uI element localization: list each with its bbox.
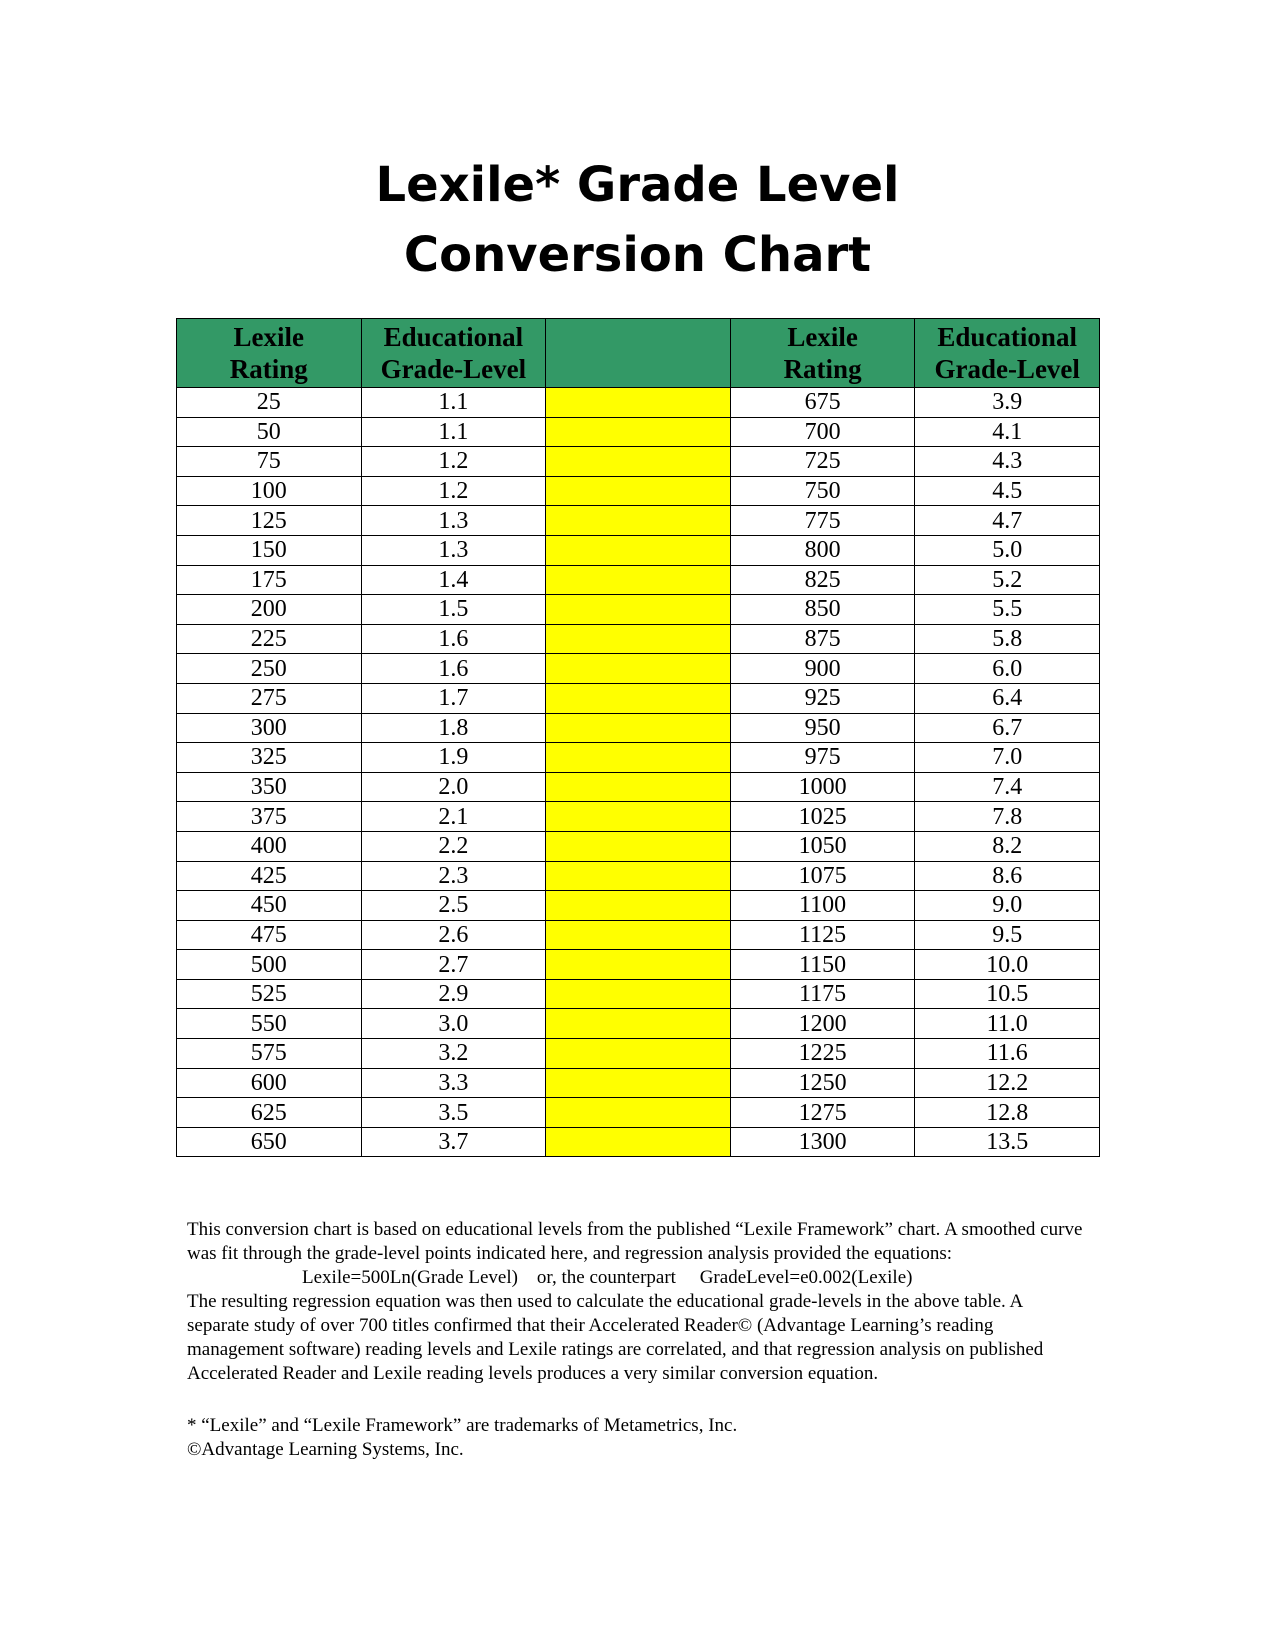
- table-row: [177, 831, 1100, 861]
- grade-right-cell: 5.5: [915, 595, 1100, 625]
- spacer-cell: [546, 565, 731, 595]
- grade-right-cell: 4.3: [915, 447, 1100, 477]
- table-row: [177, 950, 1100, 980]
- notes-paragraph-1: This conversion chart is based on educational levels from the published “Lexile Framework” chart. A smoothed curve was fit through the grade-level points indicated here, and regression analysis provided the equations:: [187, 1219, 1083, 1264]
- grade-right-cell: 7.0: [915, 743, 1100, 773]
- table-row: [177, 1098, 1100, 1128]
- grade-left-cell: 2.6: [361, 920, 546, 950]
- trademark-note: * “Lexile” and “Lexile Framework” are trademarks of Metametrics, Inc.: [187, 1415, 738, 1436]
- grade-left-cell: 1.7: [361, 683, 546, 713]
- table-row: [177, 417, 1100, 447]
- lexile-right-cell: 675: [730, 388, 915, 418]
- lexile-right-cell: 1075: [730, 861, 915, 891]
- table-row: [177, 654, 1100, 684]
- lexile-right-cell: 875: [730, 624, 915, 654]
- spacer-cell: [546, 506, 731, 536]
- grade-right-cell: 7.4: [915, 772, 1100, 802]
- lexile-left-cell: 225: [177, 624, 362, 654]
- lexile-right-cell: 1125: [730, 920, 915, 950]
- grade-left-cell: 1.3: [361, 506, 546, 536]
- table-row: [177, 447, 1100, 477]
- lexile-right-cell: 850: [730, 595, 915, 625]
- notes-paragraph-2: The resulting regression equation was then used to calculate the educational grade-levels in the above table. A separate study of over 700 titles confirmed that their Accelerated Reader© (Advantage Learning’s reading management software) reading levels and Lexile ratings are correlated, and that regression analysis on published Accelerated Reader and Lexile reading levels produces a very similar conversion equation.: [187, 1291, 1044, 1384]
- lexile-right-cell: 975: [730, 743, 915, 773]
- table-row: [177, 713, 1100, 743]
- table-row: [177, 802, 1100, 832]
- grade-right-cell: 6.4: [915, 683, 1100, 713]
- spacer-cell: [546, 713, 731, 743]
- spacer-cell: [546, 920, 731, 950]
- lexile-left-cell: 550: [177, 1009, 362, 1039]
- lexile-right-cell: 1225: [730, 1039, 915, 1069]
- lexile-left-cell: 425: [177, 861, 362, 891]
- spacer-cell: [546, 831, 731, 861]
- lexile-right-cell: 1150: [730, 950, 915, 980]
- lexile-right-cell: 1025: [730, 802, 915, 832]
- spacer-cell: [546, 388, 731, 418]
- grade-left-cell: 1.1: [361, 388, 546, 418]
- grade-right-cell: 9.5: [915, 920, 1100, 950]
- lexile-right-cell: 1175: [730, 979, 915, 1009]
- table-row: [177, 624, 1100, 654]
- spacer-cell: [546, 1127, 731, 1157]
- grade-left-cell: 3.2: [361, 1039, 546, 1069]
- table-row: [177, 506, 1100, 536]
- grade-left-cell: 2.2: [361, 831, 546, 861]
- grade-left-cell: 1.2: [361, 447, 546, 477]
- spacer-cell: [546, 447, 731, 477]
- spacer-cell: [546, 417, 731, 447]
- grade-left-cell: 3.0: [361, 1009, 546, 1039]
- header-text: Educational: [383, 322, 524, 352]
- table-row: [177, 476, 1100, 506]
- grade-left-cell: 2.3: [361, 861, 546, 891]
- grade-right-cell: 8.6: [915, 861, 1100, 891]
- lexile-left-cell: 50: [177, 417, 362, 447]
- lexile-right-cell: 1100: [730, 891, 915, 921]
- table-row: [177, 565, 1100, 595]
- grade-left-cell: 1.9: [361, 743, 546, 773]
- lexile-left-cell: 275: [177, 683, 362, 713]
- grade-right-cell: 5.0: [915, 535, 1100, 565]
- spacer-cell: [546, 654, 731, 684]
- table-row: [177, 979, 1100, 1009]
- grade-left-cell: 1.6: [361, 654, 546, 684]
- table-body: [177, 388, 1100, 1157]
- lexile-right-cell: 700: [730, 417, 915, 447]
- lexile-right-cell: 1300: [730, 1127, 915, 1157]
- lexile-left-cell: 475: [177, 920, 362, 950]
- lexile-right-cell: 950: [730, 713, 915, 743]
- lexile-left-cell: 25: [177, 388, 362, 418]
- grade-left-cell: 1.2: [361, 476, 546, 506]
- header-lexile-left: [177, 319, 362, 388]
- lexile-left-cell: 125: [177, 506, 362, 536]
- header-text: Grade-Level: [934, 354, 1080, 384]
- lexile-left-cell: 500: [177, 950, 362, 980]
- table-row: [177, 920, 1100, 950]
- grade-left-cell: 1.5: [361, 595, 546, 625]
- spacer-cell: [546, 683, 731, 713]
- spacer-cell: [546, 624, 731, 654]
- lexile-right-cell: 1275: [730, 1098, 915, 1128]
- grade-right-cell: 12.8: [915, 1098, 1100, 1128]
- grade-right-cell: 11.6: [915, 1039, 1100, 1069]
- spacer-cell: [546, 743, 731, 773]
- spacer-cell: [546, 772, 731, 802]
- page-title-line2: Conversion Chart: [403, 227, 872, 283]
- table-row: [177, 1127, 1100, 1157]
- lexile-left-cell: 175: [177, 565, 362, 595]
- copyright-note: ©Advantage Learning Systems, Inc.: [187, 1439, 464, 1460]
- lexile-left-cell: 75: [177, 447, 362, 477]
- grade-left-cell: 3.3: [361, 1068, 546, 1098]
- grade-right-cell: 7.8: [915, 802, 1100, 832]
- grade-right-cell: 3.9: [915, 388, 1100, 418]
- notes-section: [187, 1218, 1087, 1462]
- table-row: [177, 1039, 1100, 1069]
- lexile-right-cell: 1050: [730, 831, 915, 861]
- table-row: [177, 772, 1100, 802]
- grade-right-cell: 4.1: [915, 417, 1100, 447]
- spacer-cell: [546, 1098, 731, 1128]
- grade-right-cell: 4.5: [915, 476, 1100, 506]
- lexile-right-cell: 775: [730, 506, 915, 536]
- header-text: Lexile: [787, 322, 858, 352]
- lexile-left-cell: 250: [177, 654, 362, 684]
- table-row: [177, 595, 1100, 625]
- header-grade-left: [361, 319, 546, 388]
- header-text: Lexile: [233, 322, 305, 352]
- lexile-right-cell: 925: [730, 683, 915, 713]
- table-row: [177, 891, 1100, 921]
- header-text: Educational: [937, 322, 1077, 352]
- grade-left-cell: 2.1: [361, 802, 546, 832]
- spacer-cell: [546, 979, 731, 1009]
- grade-left-cell: 1.4: [361, 565, 546, 595]
- spacer-cell: [546, 1039, 731, 1069]
- grade-left-cell: 1.3: [361, 535, 546, 565]
- spacer-cell: [546, 535, 731, 565]
- grade-right-cell: 6.0: [915, 654, 1100, 684]
- lexile-left-cell: 200: [177, 595, 362, 625]
- table-row: [177, 861, 1100, 891]
- lexile-right-cell: 825: [730, 565, 915, 595]
- page-title-line1: Lexile* Grade Level: [375, 157, 900, 213]
- grade-left-cell: 2.0: [361, 772, 546, 802]
- conversion-table: [176, 318, 1100, 1157]
- spacer-cell: [546, 1009, 731, 1039]
- lexile-left-cell: 575: [177, 1039, 362, 1069]
- regression-equation: Lexile=500Ln(Grade Level) or, the counterpart GradeLevel=e0.002(Lexile): [302, 1267, 913, 1288]
- grade-right-cell: 11.0: [915, 1009, 1100, 1039]
- grade-right-cell: 10.0: [915, 950, 1100, 980]
- grade-left-cell: 2.7: [361, 950, 546, 980]
- lexile-left-cell: 650: [177, 1127, 362, 1157]
- table-row: [177, 743, 1100, 773]
- header-grade-right: [915, 319, 1100, 388]
- grade-right-cell: 10.5: [915, 979, 1100, 1009]
- grade-right-cell: 13.5: [915, 1127, 1100, 1157]
- lexile-right-cell: 1200: [730, 1009, 915, 1039]
- spacer-cell: [546, 891, 731, 921]
- grade-left-cell: 2.5: [361, 891, 546, 921]
- lexile-right-cell: 750: [730, 476, 915, 506]
- table-row: [177, 683, 1100, 713]
- grade-right-cell: 9.0: [915, 891, 1100, 921]
- grade-left-cell: 2.9: [361, 979, 546, 1009]
- grade-right-cell: 6.7: [915, 713, 1100, 743]
- lexile-left-cell: 325: [177, 743, 362, 773]
- table-row: [177, 1068, 1100, 1098]
- lexile-left-cell: 625: [177, 1098, 362, 1128]
- header-spacer: [546, 319, 731, 388]
- spacer-cell: [546, 595, 731, 625]
- lexile-left-cell: 350: [177, 772, 362, 802]
- lexile-left-cell: 375: [177, 802, 362, 832]
- lexile-left-cell: 600: [177, 1068, 362, 1098]
- lexile-left-cell: 100: [177, 476, 362, 506]
- spacer-cell: [546, 1068, 731, 1098]
- grade-right-cell: 12.2: [915, 1068, 1100, 1098]
- spacer-cell: [546, 802, 731, 832]
- lexile-left-cell: 525: [177, 979, 362, 1009]
- table-row: [177, 535, 1100, 565]
- lexile-left-cell: 400: [177, 831, 362, 861]
- grade-right-cell: 4.7: [915, 506, 1100, 536]
- lexile-left-cell: 450: [177, 891, 362, 921]
- lexile-left-cell: 150: [177, 535, 362, 565]
- spacer-cell: [546, 861, 731, 891]
- lexile-right-cell: 725: [730, 447, 915, 477]
- header-text: Grade-Level: [380, 354, 527, 384]
- lexile-right-cell: 1250: [730, 1068, 915, 1098]
- grade-left-cell: 1.1: [361, 417, 546, 447]
- header-text: Rating: [783, 354, 862, 384]
- lexile-right-cell: 900: [730, 654, 915, 684]
- header-lexile-right: [730, 319, 915, 388]
- grade-left-cell: 1.6: [361, 624, 546, 654]
- grade-left-cell: 3.7: [361, 1127, 546, 1157]
- grade-right-cell: 5.2: [915, 565, 1100, 595]
- grade-left-cell: 1.8: [361, 713, 546, 743]
- grade-left-cell: 3.5: [361, 1098, 546, 1128]
- header-text: Rating: [229, 354, 308, 384]
- table-header-row: [177, 319, 1100, 388]
- table-row: [177, 1009, 1100, 1039]
- grade-right-cell: 5.8: [915, 624, 1100, 654]
- lexile-left-cell: 300: [177, 713, 362, 743]
- lexile-right-cell: 800: [730, 535, 915, 565]
- table-row: [177, 388, 1100, 418]
- spacer-cell: [546, 476, 731, 506]
- spacer-cell: [546, 950, 731, 980]
- lexile-right-cell: 1000: [730, 772, 915, 802]
- grade-right-cell: 8.2: [915, 831, 1100, 861]
